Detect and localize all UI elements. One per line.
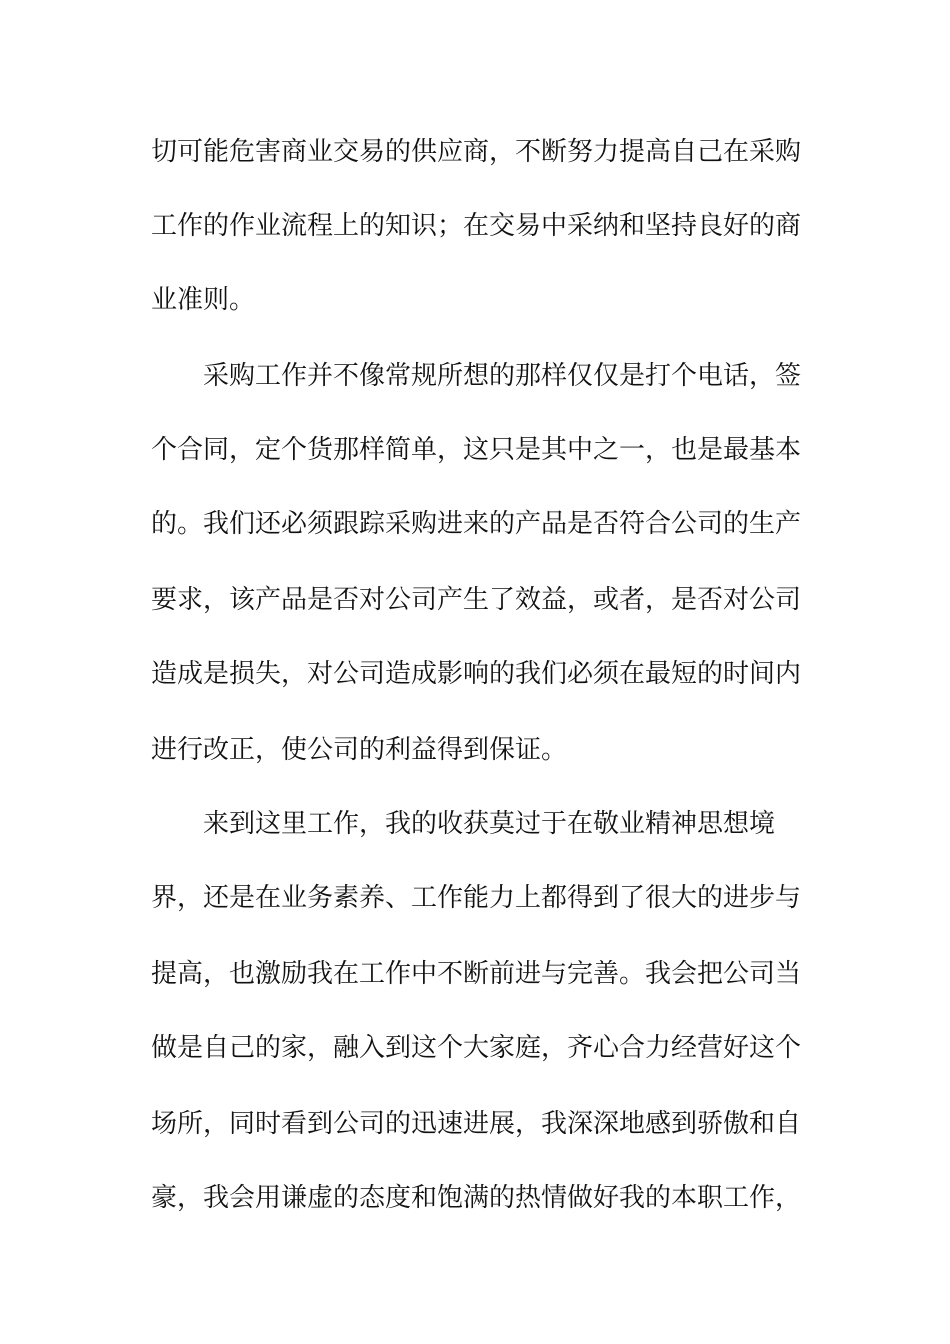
text-line: 提高，也激励我在工作中不断前进与完善。我会把公司当: [151, 959, 802, 989]
text-line: 工作的作业流程上的知识；在交易中采纳和坚持良好的商: [151, 211, 802, 241]
text-line: 切可能危害商业交易的供应商，不断努力提高自己在采购: [151, 137, 802, 167]
text-line: 造成是损失，对公司造成影响的我们必须在最短的时间内: [151, 659, 802, 689]
paragraph-first-line: 来到这里工作，我的收获莫过于在敬业精神思想境: [203, 809, 776, 839]
paragraph-first-line: 采购工作并不像常规所想的那样仅仅是打个电话，签: [203, 361, 802, 391]
text-line: 界，还是在业务素养、工作能力上都得到了很大的进步与: [151, 883, 802, 913]
text-line: 进行改正，使公司的利益得到保证。: [151, 735, 568, 765]
text-line: 豪，我会用谦虚的态度和饱满的热情做好我的本职工作，: [151, 1183, 802, 1213]
text-line: 场所，同时看到公司的迅速进展，我深深地感到骄傲和自: [151, 1109, 802, 1139]
text-line: 业准则。: [151, 285, 256, 315]
text-line: 要求，该产品是否对公司产生了效益，或者，是否对公司: [151, 585, 802, 615]
text-line: 的。我们还必须跟踪采购进来的产品是否符合公司的生产: [151, 509, 802, 539]
text-line: 做是自己的家，融入到这个大家庭，齐心合力经营好这个: [151, 1033, 802, 1063]
text-line: 个合同，定个货那样简单，这只是其中之一，也是最基本: [151, 435, 802, 465]
